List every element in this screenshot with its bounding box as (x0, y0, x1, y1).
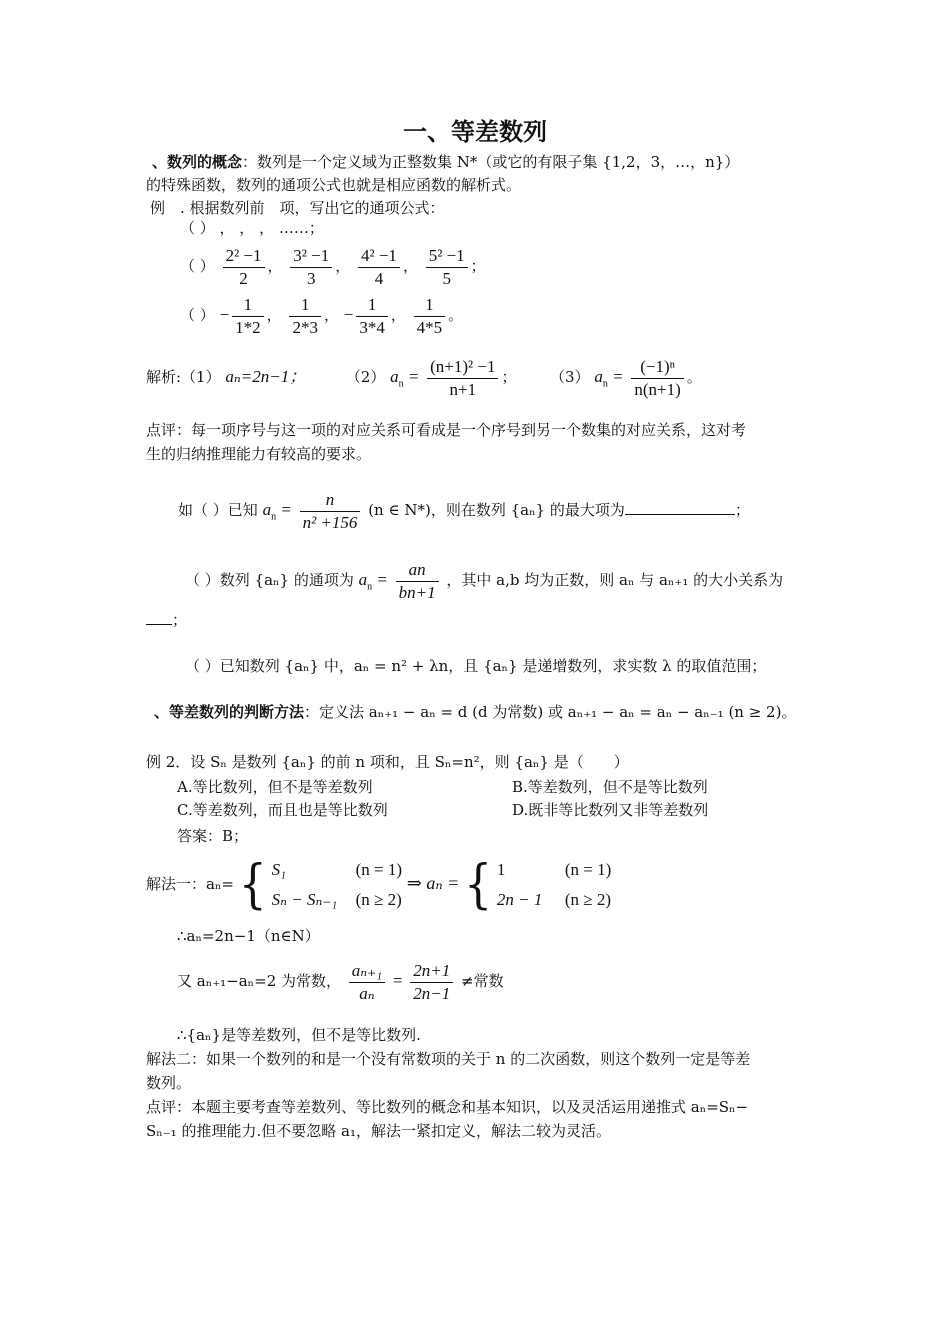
fraction-numerator: 2² −1 (223, 245, 265, 268)
case-expression: S₁ (271, 860, 286, 879)
example2-comment-line2: Sₙ₋₁ 的推理能力.但不要忽略 a₁，解法一紧扣定义，解法二较为灵活。 (146, 1122, 611, 1140)
fraction-denominator: 1*2 (235, 317, 261, 337)
method2-line2: 数列。 (146, 1074, 192, 1092)
fraction-numerator: (n+1)² −1 (427, 356, 498, 379)
solution-2-label: （2） (345, 368, 386, 386)
option-b: B.等差数列，但不是等比数列 (512, 778, 708, 796)
practice-1-prefix: 如（ ）已知 (178, 501, 258, 519)
left-brace: { (238, 853, 267, 915)
case-condition: (n = 1) (355, 860, 402, 879)
section1-line2: 的特殊函数，数列的通项公式也就是相应函数的解析式。 (146, 176, 522, 194)
fraction-numerator: 3² −1 (290, 245, 332, 268)
fraction-denominator: n(n+1) (634, 379, 681, 399)
practice-3: （ ）已知数列 {aₙ} 中，aₙ = n² + λn，且 {aₙ} 是递增数列，求实数 λ 的取值范围； (185, 657, 767, 675)
practice-1-text: (n ∈ N*)，则在数列 {aₙ} 的最大项为 (368, 501, 625, 519)
example1-item3: （ ） − $\frac{1}{1*2}$ ， $\frac{1}{2*3}$ ， − $\frac{1}{3*4}$ ， $\frac{1}{4*5}$ 。 (180, 294, 464, 337)
fraction-denominator: bn+1 (398, 582, 436, 602)
practice-2-continued (146, 610, 187, 630)
case-condition: (n ≥ 2) (564, 890, 612, 909)
fraction (358, 245, 400, 290)
implies: ⇒ aₙ = (406, 873, 460, 893)
fraction-denominator: n² +156 (302, 512, 358, 532)
page-title: 一、等差数列 (403, 118, 547, 146)
fraction (426, 245, 468, 290)
method1-label: 解法一：aₙ= (146, 875, 235, 893)
fraction-denominator: 2n−1 (413, 983, 451, 1003)
case-expression: 1 (496, 860, 506, 879)
fraction-denominator: 2*3 (292, 317, 318, 337)
fraction-denominator: aₙ (359, 983, 375, 1003)
practice-2: （ ）数列 {aₙ} 的通项为 $a_n$ = $\frac{an}{bn+1}$ ，其中 a,b 均为正数，则 aₙ 与 aₙ₊₁ 的大小关系为 (185, 559, 784, 602)
fraction (427, 356, 498, 401)
example1-item3-label: （ ） (180, 306, 215, 324)
fraction (290, 245, 332, 290)
answer-blank[interactable] (146, 610, 172, 625)
fraction-numerator: n (300, 489, 361, 512)
fraction-numerator: (−1)ⁿ (631, 356, 683, 379)
case-expression: Sₙ − Sₙ₋₁ (271, 890, 338, 909)
practice-2-end: ； (172, 611, 188, 629)
fraction-numerator: 5² −1 (426, 245, 468, 268)
example2-comment-line1: 点评：本题主要考查等差数列、等比数列的概念和基本知识，以及灵活运用递推式 aₙ=Sₙ− (146, 1098, 749, 1116)
ratio-suffix: ≠常数 (461, 972, 504, 990)
case-condition: (n ≥ 2) (355, 890, 402, 909)
method2-line1: 解法二：如果一个数列的和是一个没有常数项的关于 n 的二次函数，则这个数列一定是等差 (146, 1050, 751, 1068)
fraction (223, 245, 265, 290)
cases-2 (497, 855, 611, 915)
fraction-numerator: aₙ₊₁ (349, 960, 385, 983)
fraction-denominator: 4 (374, 268, 384, 288)
example1-comment-line2: 生的归纳推理能力有较高的要求。 (146, 445, 372, 463)
section1-line1 (152, 152, 739, 172)
answer-blank[interactable] (625, 500, 735, 515)
fraction (300, 489, 361, 534)
fraction (349, 960, 385, 1005)
section1-heading: 、数列的概念 (152, 153, 243, 171)
therefore-line-1: ∴aₙ=2n−1（n∈N） (177, 927, 320, 945)
fraction-denominator: n+1 (449, 379, 477, 399)
option-d: D.既非等比数列又非等差数列 (512, 801, 709, 819)
solution-label: 解析:（1） (146, 368, 221, 386)
example2-stem: 例 2．设 Sₙ 是数列 {aₙ} 的前 n 项和，且 Sₙ=n²，则 {aₙ} 是（ ） (146, 753, 629, 771)
solution-3-label: （3） (550, 368, 590, 386)
ratio-prefix: 又 aₙ₊₁−aₙ=2 为常数， (177, 972, 342, 990)
example1-solution: 解析:（1） aₙ=2n−1； （2） $a_n$ = $\frac{\text{(n+1)² −1}}{n+1}$ ； （3） $a_n$ = $\frac{\text{(−1)ⁿ}}{n(n+1)}$ 。 (146, 356, 702, 399)
section2-line (154, 702, 796, 722)
fraction-numerator: an (396, 559, 439, 582)
fraction (631, 356, 683, 401)
fraction-denominator: 5 (442, 268, 451, 288)
therefore-line-2: ∴{aₙ}是等差数列，但不是等比数列. (177, 1026, 421, 1044)
fraction: $\frac{1}{1*2}$ (232, 294, 264, 339)
practice-1-end: ； (734, 501, 750, 519)
ratio-line: 又 aₙ₊₁−aₙ=2 为常数， $\frac{\text{aₙ₊₁}}{\text{aₙ}}$ = $\frac{2n+1}{2n-1}$ ≠常数 (177, 960, 504, 1003)
fraction-numerator: 4² −1 (358, 245, 400, 268)
fraction (396, 559, 439, 604)
fraction (410, 960, 453, 1005)
practice-2-prefix: （ ）数列 {aₙ} 的通项为 (185, 571, 354, 589)
left-brace: { (464, 853, 493, 915)
example1-intro: 例 . 根据数列前 项，写出它的通项公式： (150, 199, 445, 217)
practice-2-text: ，其中 a,b 均为正数，则 aₙ 与 aₙ₊₁ 的大小关系为 (446, 571, 784, 589)
section2-text: ：定义法 aₙ₊₁ − aₙ = d (d 为常数) 或 aₙ₊₁ − aₙ = aₙ − aₙ₋₁ (n ≥ 2)。 (304, 703, 797, 721)
method1-piecewise (146, 850, 611, 916)
practice-1: 如（ ）已知 $a_n$ = $\frac{n}{\text{n² +156}}$ (n ∈ N*)，则在数列 {aₙ} 的最大项为 ； (178, 489, 750, 532)
example1-item2-label: （ ） (180, 257, 215, 275)
fraction-denominator: 2 (239, 268, 248, 288)
case-expression: 2n − 1 (496, 890, 543, 909)
fraction: $\frac{1}{2*3}$ (289, 294, 321, 339)
option-a: A.等比数列，但不是等差数列 (177, 778, 373, 796)
example1-item2: （ ） $\frac{\text{2² −1}}{2}$ ， $\frac{\text{3² −1}}{3}$ ， $\frac{\text{4² −1}}{4}$ ， $\frac{\text{5² −1}}{5}$ ； (180, 245, 486, 288)
section1-text1: ：数列是一个定义域为正整数集 N*（或它的有限子集 {1,2，3，…，n}） (242, 153, 740, 171)
example1-comment-line1: 点评：每一项序号与这一项的对应关系可看成是一个序号到另一个数集的对应关系，这对考 (146, 421, 747, 439)
fraction: $\frac{1}{4*5}$ (414, 294, 446, 339)
case-condition: (n = 1) (564, 860, 612, 879)
fraction-denominator: 3*4 (359, 317, 385, 337)
solution-1: aₙ=2n−1； (225, 367, 307, 386)
fraction-denominator: 4*5 (416, 317, 443, 337)
fraction-denominator: 3 (307, 268, 316, 288)
cases-1 (272, 855, 402, 915)
option-c: C.等差数列，而且也是等比数列 (177, 801, 388, 819)
answer: 答案：B； (177, 827, 249, 845)
section2-heading: 、等差数列的判断方法 (154, 703, 305, 721)
example1-item1: （ ） ， ， ， ……； (180, 219, 324, 237)
fraction-numerator: 2n+1 (410, 960, 453, 983)
fraction: $\frac{1}{3*4}$ (356, 294, 388, 339)
